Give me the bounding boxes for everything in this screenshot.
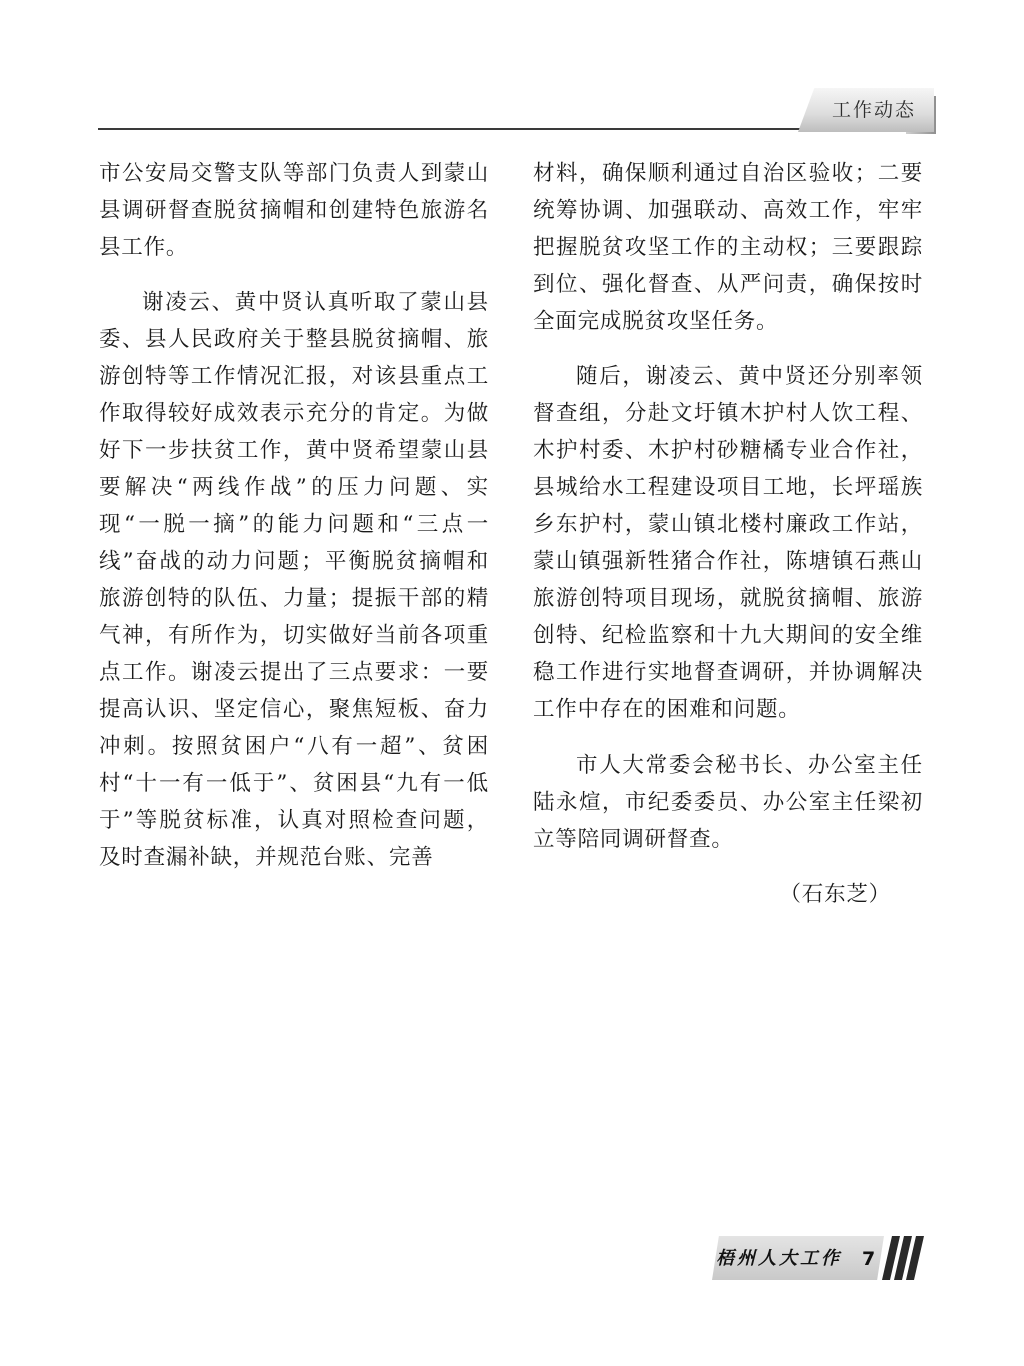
left-column [99,155,489,895]
right-paragraph-3: 市人大常委会秘书长、办公室主任陆永煊，市纪委委员、办公室主任梁初立等陪同调研督查。 [533,752,923,852]
page-number: 7 [862,1248,876,1270]
right-paragraph-2: 随后，谢凌云、黄中贤还分别率领督查组，分赴文圩镇木护村人饮工程、木护村委、木护村砂糖橘专业合作社，县城给水工程建设项目工地，长坪瑶族乡东护村，蒙山镇北楼村廉政工作站，蒙山镇强新牲猪合作社，陈塘镇石燕山旅游创特项目现场，就脱贫摘帽、旅游创特、纪检监察和十九大期间的安全维稳工作进行实地督查调研，并协调解决工作中存在的困难和问题。 [533,364,923,723]
author-byline: （石东芝） [779,881,891,907]
footer-stripes-decoration [882,1236,926,1280]
right-paragraph-1: 材料，确保顺利通过自治区验收；二要统筹协调、加强联动、高效工作，牢牢把握脱贫攻坚工作的主动权；三要跟踪到位、强化督查、从严问责，确保按时全面完成脱贫攻坚任务。 [533,161,923,334]
left-paragraph-1: 市公安局交警支队等部门负责人到蒙山县调研督查脱贫摘帽和创建特色旅游名县工作。 [99,161,489,260]
publication-name: 梧州人大工作 [716,1248,842,1269]
left-paragraph-2: 谢凌云、黄中贤认真听取了蒙山县委、县人民政府关于整县脱贫摘帽、旅游创特等工作情况汇报，对该县重点工作取得较好成效表示充分的肯定。为做好下一步扶贫工作，黄中贤希望蒙山县要解决“两线作战”的压力问题、实现“一脱一摘”的能力问题和“三点一线”奋战的动力问题；平衡脱贫摘帽和旅游创特的队伍、力量；提振干部的精气神，有所作为，切实做好当前各项重点工作。谢凌云提出了三点要求：一要提高认识、坚定信心，聚焦短板、奋力冲刺。按照贫困户“八有一超”、贫困村“十一有一低于”、贫困县“九有一低于”等脱贫标准，认真对照检查问题，及时查漏补缺，并规范台账、完善 [99,290,489,871]
section-label: 工作动态 [831,99,916,121]
header-rule [98,128,922,130]
right-column [533,155,923,931]
